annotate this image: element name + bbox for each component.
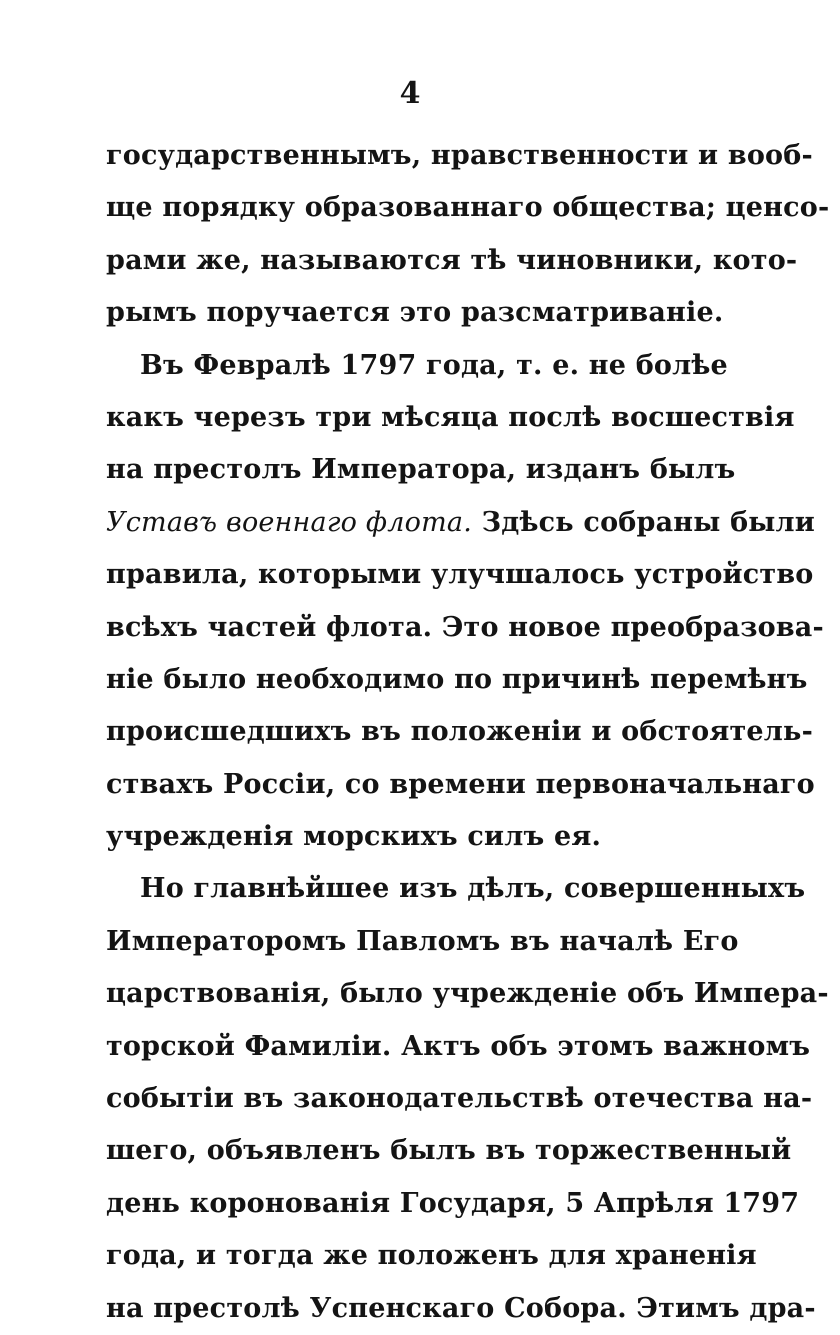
- text-line: происшедшихъ въ положеніи и обстоятель-: [106, 716, 813, 748]
- text-line: на престолъ Императора, изданъ былъ: [106, 454, 736, 486]
- text-line: ніе было необходимо по причинѣ перемѣнъ: [106, 663, 808, 695]
- text-line: Императоромъ Павломъ въ началѣ Его: [106, 925, 739, 957]
- text-line: на престолѣ Успенскаго Собора. Этимъ дра-: [106, 1292, 816, 1324]
- text-line: шего, объявленъ былъ въ торжественный: [106, 1135, 792, 1167]
- text-line: какъ черезъ три мѣсяца послѣ восшествія: [106, 401, 795, 433]
- paragraph-start-line: Но главнѣйшее изъ дѣлъ, совершенныхъ: [140, 873, 806, 905]
- text-line: государственнымъ, нравственности и вооб-: [106, 140, 813, 171]
- italic-title: Уставъ военнаго флота.: [106, 506, 472, 538]
- text-line: торской Фамиліи. Актъ объ этомъ важномъ: [106, 1030, 811, 1062]
- text-line: ще порядку образованнаго общества; ценсо-: [106, 192, 830, 224]
- paragraph-end-line: учрежденія морскихъ силъ ея.: [106, 821, 602, 853]
- text-line: всѣхъ частей флота. Это новое преобразова-: [106, 611, 824, 643]
- text-segment: Здѣсь собраны были: [481, 506, 816, 538]
- text-line: правила, которыми улучшалось устройство: [106, 559, 814, 591]
- text-line: года, и тогда же положенъ для храненія: [106, 1240, 757, 1272]
- text-line: царствованія, было учрежденіе объ Импера-: [106, 978, 829, 1010]
- paragraph-start-line: Въ Февралѣ 1797 года, т. е. не болѣе: [140, 349, 728, 381]
- text-line: событіи въ законодательствѣ отечества на-: [106, 1083, 813, 1115]
- body-text: [106, 130, 830, 1335]
- text-line: день коронованія Государя, 5 Апрѣля 1797: [106, 1187, 800, 1219]
- page-number: 4: [399, 76, 421, 111]
- text-line: рами же, называются тѣ чиновники, кото-: [106, 244, 798, 276]
- text-line: ствахъ Россіи, со времени первоначальнаго: [106, 768, 815, 800]
- paragraph-end-line: рымъ поручается это разсматриваніе.: [106, 297, 724, 329]
- text-line: [106, 497, 816, 549]
